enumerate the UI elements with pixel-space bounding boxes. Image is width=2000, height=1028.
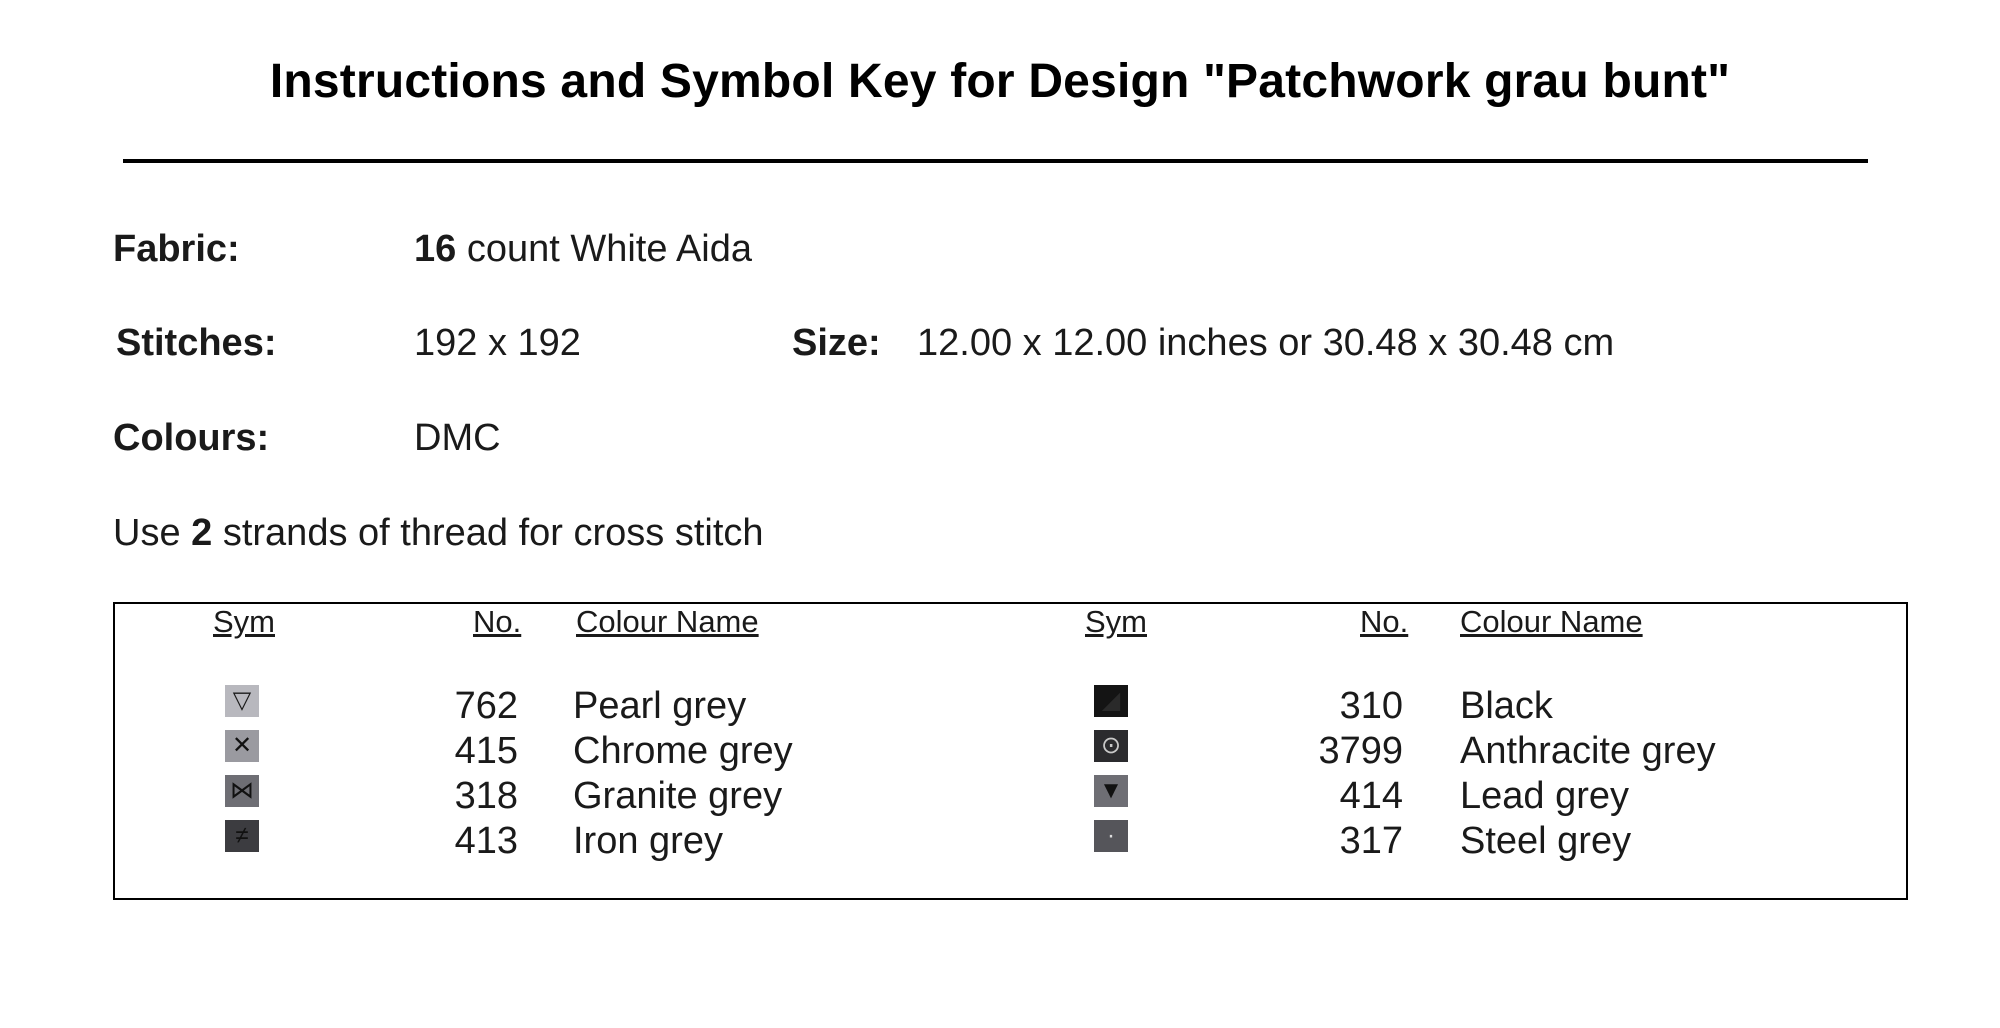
right-colour-name-header: Colour Name: [1460, 604, 1643, 639]
colour-number: 3799: [1318, 730, 1403, 772]
symbol-318-icon: ⋈: [225, 775, 259, 807]
colour-name: Black: [1460, 685, 1553, 727]
left-sym-header: Sym: [213, 604, 275, 639]
right-no-header: No.: [1360, 604, 1409, 639]
colour-number: 414: [1339, 775, 1403, 817]
left-no-header: No.: [473, 604, 522, 639]
right-sym-header: Sym: [1085, 604, 1147, 639]
document-title: Instructions and Symbol Key for Design "Patchwork grau bunt": [269, 55, 1731, 108]
colour-number: 317: [1339, 820, 1403, 862]
fabric-description: count White Aida: [456, 228, 753, 270]
symbol-413-icon: ≠: [225, 820, 259, 852]
symbol-414-icon: ▼: [1094, 775, 1128, 807]
symbol-310-icon: ◢: [1094, 685, 1128, 717]
symbol-762-icon: ▽: [225, 685, 259, 717]
colours-value: DMC: [414, 417, 501, 459]
colour-number: 310: [1339, 685, 1403, 727]
colour-name: Pearl grey: [573, 685, 747, 727]
colour-number: 318: [454, 775, 518, 817]
symbol-3799-icon: ⊙: [1094, 730, 1128, 762]
symbol-415-icon: ✕: [225, 730, 259, 762]
fabric-label: Fabric:: [113, 228, 240, 270]
usage-instruction: [113, 512, 764, 555]
colour-name: Chrome grey: [573, 730, 793, 772]
colour-name: Lead grey: [1460, 775, 1630, 817]
colour-number: 415: [454, 730, 518, 772]
strand-count: 2: [191, 512, 213, 554]
fabric-value: [414, 228, 752, 271]
usage-suffix: strands of thread for cross stitch: [212, 512, 764, 554]
colour-number: 413: [454, 820, 518, 862]
stitches-value: 192 x 192: [414, 322, 581, 364]
colour-name: Steel grey: [1460, 820, 1632, 862]
colour-number: 762: [454, 685, 518, 727]
usage-prefix: Use: [113, 512, 192, 554]
stitches-label: Stitches:: [116, 322, 277, 364]
fabric-count: 16: [414, 228, 457, 270]
size-value: 12.00 x 12.00 inches or 30.48 x 30.48 cm: [917, 322, 1615, 364]
title-divider: [123, 159, 1868, 163]
colour-name: Granite grey: [573, 775, 783, 817]
colour-name: Iron grey: [573, 820, 723, 862]
size-label: Size:: [792, 322, 881, 364]
symbol-317-icon: ·: [1094, 820, 1128, 852]
left-colour-name-header: Colour Name: [576, 604, 759, 639]
colours-label: Colours:: [113, 417, 270, 459]
colour-name: Anthracite grey: [1460, 730, 1716, 772]
